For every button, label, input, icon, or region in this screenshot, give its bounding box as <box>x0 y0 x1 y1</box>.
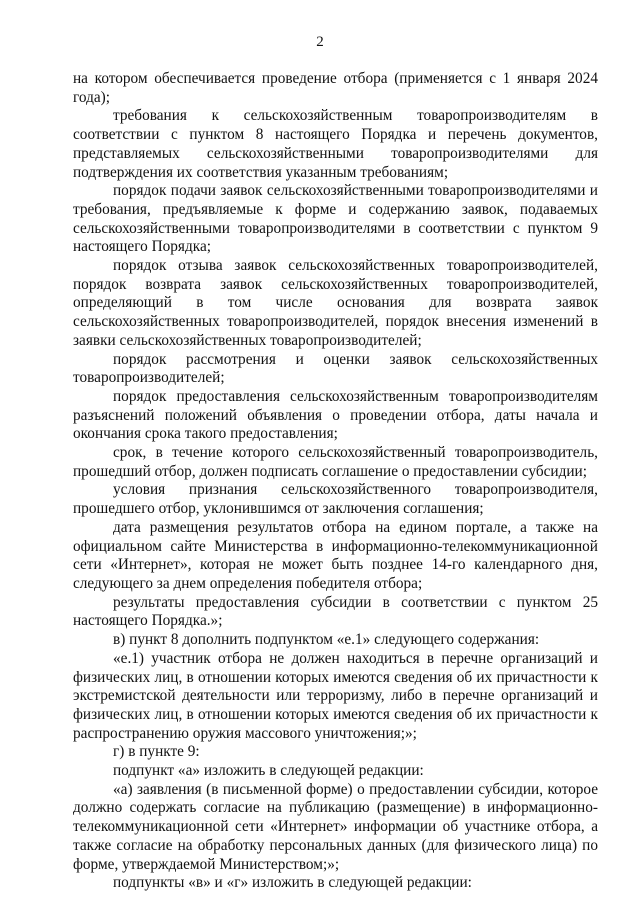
paragraph: условия признания сельскохозяйственного товаропроизводителя, прошедшего отбор, уклонившимся от заключения соглашения; <box>73 481 598 518</box>
paragraph: результаты предоставления субсидии в соответствии с пунктом 25 настоящего Порядка.»; <box>73 593 598 630</box>
paragraph: на котором обеспечивается проведение отбора (применяется с 1 января 2024 года); <box>73 70 598 106</box>
paragraph: подпункт «а» изложить в следующей редакции: <box>113 762 424 780</box>
paragraph: порядок отзыва заявок сельскохозяйственных товаропроизводителей, порядок возврата заявок сельскохозяйственных товаропроизводителей, определяющий в том числе основания для возврата заявок сельскохозяйственных товаропроизводителей, порядок внесения изменений в заявки сельскохозяйственных товаропроизводителей; <box>73 257 598 349</box>
paragraph: подпункты «в» и «г» изложить в следующей редакции: <box>113 874 472 892</box>
paragraph: порядок предоставления сельскохозяйственным товаропроизводителям разъяснений положений объявления о проведении отбора, даты начала и окончания срока такого предоставления; <box>73 387 598 443</box>
paragraph: дата размещения результатов отбора на едином портале, а также на официальном сайте Министерства в информационно-телекоммуникационной сети «Интернет», которая не может быть позднее 14-го календарного дня, следующего за днем определения победителя отбора; <box>73 518 598 592</box>
paragraph: порядок рассмотрения и оценки заявок сельскохозяйственных товаропроизводителей; <box>73 350 598 387</box>
paragraph: в) пункт 8 дополнить подпунктом «е.1» следующего содержания: <box>113 631 540 649</box>
paragraph: «е.1) участник отбора не должен находиться в перечне организаций и физических лиц, в отношении которых имеются сведения об их причастности к экстремистской деятельности или терроризму, либо в перечне организаций и физических лиц, в отношении которых имеются сведения об их причастности к распространению оружия массового уничтожения;»; <box>73 649 598 742</box>
page-number: 2 <box>316 34 324 50</box>
paragraph: требования к сельскохозяйственным товаропроизводителям в соответствии с пунктом 8 настоящего Порядка и перечень документов, представляемых сельскохозяйственными товаропроизводителями для подтверждения их соответствия указанным требованиям; <box>73 107 598 181</box>
document-body <box>73 70 598 893</box>
paragraph: порядок подачи заявок сельскохозяйственными товаропроизводителями и требования, предъявляемые к форме и содержанию заявок, подаваемых сельскохозяйственными товаропроизводителями в соответствии с пунктом 9 настоящего Порядка; <box>73 182 598 256</box>
paragraph: срок, в течение которого сельскохозяйственный товаропроизводитель, прошедший отбор, должен подписать соглашение о предоставлении субсидии; <box>73 444 598 480</box>
paragraph: г) в пункте 9: <box>113 743 200 761</box>
paragraph: «а) заявления (в письменной форме) о предоставлении субсидии, которое должно содержать согласие на публикацию (размещение) в информационно-телекоммуникационной сети «Интернет» информации об участнике отбора, а также согласие на обработку персональных данных (для физического лица) по форме, утверждаемой Министерством;»; <box>73 780 598 873</box>
